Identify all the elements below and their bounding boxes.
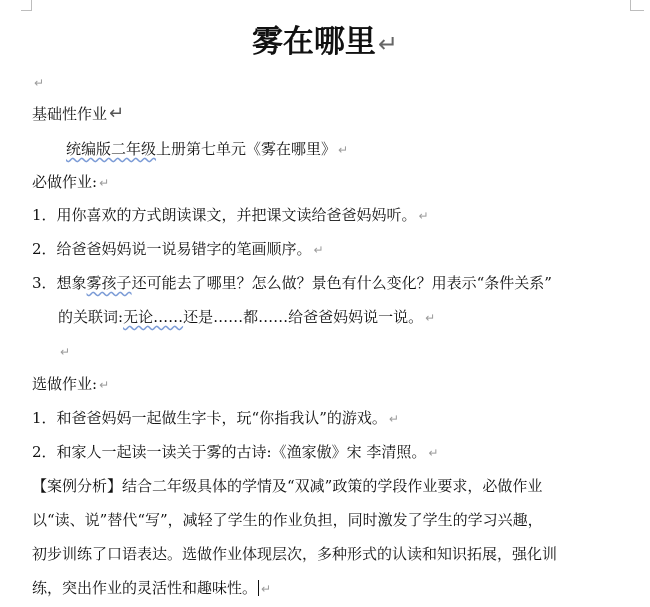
paragraph-mark-icon: ↵ bbox=[99, 378, 110, 392]
required-item-3-line-2[interactable] bbox=[58, 307, 435, 328]
paragraph-mark-icon: ↵ bbox=[418, 209, 429, 223]
crop-mark-right-horizontal bbox=[630, 10, 644, 11]
optional-heading-text[interactable]: 选做作业: bbox=[32, 375, 98, 393]
basic-homework-heading[interactable] bbox=[32, 104, 124, 124]
paragraph-mark-icon: ↵ bbox=[425, 311, 436, 325]
paragraph-mark-icon: ↵ bbox=[428, 446, 439, 460]
required-item-2[interactable] bbox=[32, 239, 324, 260]
required-heading-text[interactable]: 必做作业: bbox=[32, 173, 98, 191]
optional-item-2[interactable] bbox=[32, 442, 438, 463]
required-homework-heading[interactable] bbox=[32, 172, 109, 193]
paragraph-mark-icon: ↵ bbox=[261, 582, 272, 596]
required-item-3-line-2-text-b[interactable]: 还是……都……给爸爸妈妈说一说。 bbox=[183, 308, 424, 326]
crop-mark-left-horizontal bbox=[21, 10, 32, 11]
spellcheck-underlined-text[interactable]: 无论…… bbox=[123, 308, 184, 326]
case-analysis-line-1[interactable] bbox=[32, 476, 542, 496]
paragraph-mark-icon: ↵ bbox=[377, 30, 399, 58]
paragraph-mark-icon: ↵ bbox=[99, 176, 110, 190]
document-title[interactable] bbox=[0, 22, 650, 64]
paragraph-mark-icon: ↵ bbox=[60, 345, 71, 359]
case-analysis-line-4[interactable] bbox=[32, 578, 271, 599]
case-analysis-text[interactable]: 以“读、说”替代“写”，减轻了学生的作业负担，同时激发了学生的学习兴趣， bbox=[32, 511, 543, 529]
required-item-3-line-2-text-a[interactable]: 的关联词: bbox=[58, 308, 124, 326]
optional-homework-heading[interactable] bbox=[32, 374, 109, 395]
paragraph-mark-icon: ↵ bbox=[34, 76, 45, 90]
spellcheck-underlined-text[interactable]: 统编版二年级 bbox=[66, 140, 157, 158]
paragraph-mark-icon: ↵ bbox=[109, 103, 125, 124]
lesson-subtitle[interactable] bbox=[66, 139, 348, 160]
text-cursor bbox=[258, 580, 259, 596]
case-analysis-text[interactable]: 初步训练了口语表达。选做作业体现层次，多种形式的认读和知识拓展，强化训 bbox=[32, 545, 558, 563]
required-item-1[interactable] bbox=[32, 205, 429, 226]
optional-item-1-text[interactable]: 1．和爸爸妈妈一起做生字卡，玩“你指我认”的游戏。 bbox=[32, 409, 387, 427]
spellcheck-underlined-text[interactable]: 雾孩子 bbox=[86, 274, 132, 292]
basic-homework-heading-text[interactable]: 基础性作业 bbox=[32, 105, 108, 123]
required-item-3-line-1[interactable] bbox=[32, 273, 552, 293]
lesson-subtitle-text[interactable]: 上册第七单元《雾在哪里》 bbox=[156, 140, 337, 158]
document-title-text[interactable]: 雾在哪里 bbox=[251, 24, 376, 60]
optional-item-1[interactable] bbox=[32, 408, 399, 429]
empty-paragraph[interactable] bbox=[32, 72, 44, 93]
case-analysis-text[interactable]: 练，突出作业的灵活性和趣味性。 bbox=[32, 579, 258, 597]
required-item-1-text[interactable]: 1．用你喜欢的方式朗读课文，并把课文读给爸爸妈妈听。 bbox=[32, 206, 417, 224]
paragraph-mark-icon: ↵ bbox=[388, 412, 399, 426]
empty-paragraph[interactable] bbox=[58, 341, 70, 362]
case-analysis-line-3[interactable] bbox=[32, 544, 557, 564]
required-item-3-text-b[interactable]: 还可能去了哪里？怎么做？景色有什么变化？用表示“条件关系” bbox=[131, 274, 552, 292]
optional-item-2-text[interactable]: 2．和家人一起读一读关于雾的古诗:《渔家傲》宋 李清照。 bbox=[32, 443, 427, 461]
paragraph-mark-icon: ↵ bbox=[313, 243, 324, 257]
paragraph-mark-icon: ↵ bbox=[338, 143, 349, 157]
required-item-2-text[interactable]: 2．给爸爸妈妈说一说易错字的笔画顺序。 bbox=[32, 240, 312, 258]
case-analysis-line-2[interactable] bbox=[32, 510, 543, 530]
case-analysis-text[interactable]: 【案例分析】结合二年级具体的学情及“双减”政策的学段作业要求，必做作业 bbox=[32, 477, 543, 495]
crop-mark-left bbox=[31, 0, 32, 10]
required-item-3-text-a[interactable]: 3．想象 bbox=[32, 274, 87, 292]
crop-mark-right bbox=[630, 0, 631, 10]
